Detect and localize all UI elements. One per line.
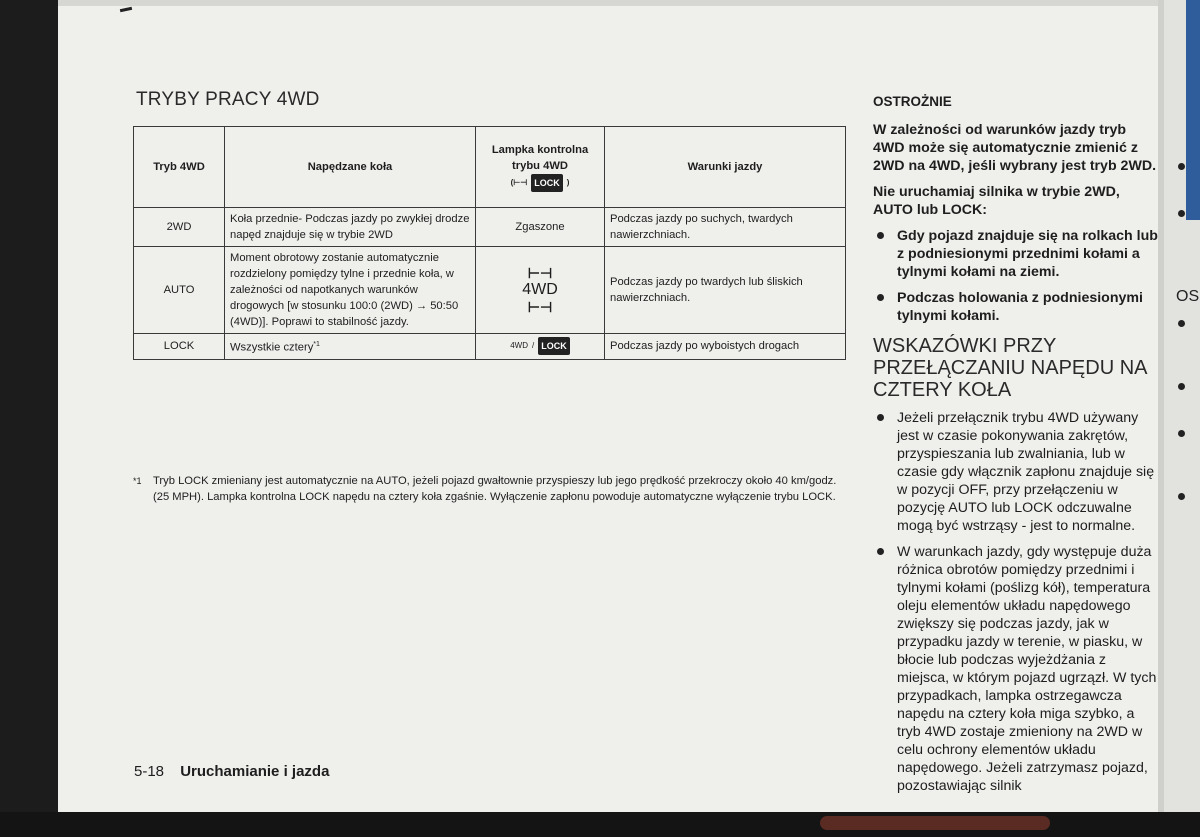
header-mode: Tryb 4WD: [134, 127, 225, 208]
row-conditions: Podczas jazdy po suchych, twardych nawierzchniach.: [605, 208, 846, 247]
lock-indicator-icon: LOCK: [531, 174, 563, 192]
caution-bullet: Gdy pojazd znajduje się na rolkach lub z podniesionymi przednimi kołami a tylnymi kołami na ziemi.: [873, 227, 1158, 281]
header-lamp: [476, 127, 605, 208]
footnote: [133, 473, 848, 505]
row-mode: AUTO: [134, 247, 225, 334]
bullet-icon: [1178, 430, 1185, 437]
row-wheels: Koła przednie- Podczas jazdy po zwykłej drodze napęd znajduje się w trybie 2WD: [225, 208, 476, 247]
row-lamp: Zgaszone: [476, 208, 605, 247]
header-lamp-label: Lampka kontrolna trybu 4WD: [491, 144, 589, 172]
caution-bullet: Podczas holowania z podniesionymi tylnymi kołami.: [873, 289, 1158, 325]
bullet-icon: [1178, 210, 1185, 217]
caution-paragraph: W zależności od warunków jazdy tryb 4WD może się automatycznie zmienić z 2WD na 4WD, jeśli wybrany jest tryb 2WD.: [873, 122, 1157, 174]
row-conditions: Podczas jazdy po twardych lub śliskich nawierzchniach.: [605, 247, 846, 334]
shadow-color-patch: [820, 816, 1050, 830]
bottom-shadow: [0, 812, 1200, 837]
header-lamp-icons: (⊢⊣ LOCK ): [511, 174, 570, 192]
4wd-axle-icon: 4WD: [510, 341, 529, 351]
axle-icon: (⊢⊣: [510, 178, 528, 187]
section-name: Uruchamianie i jazda: [180, 763, 330, 780]
table-row: [134, 208, 846, 247]
row-mode: 2WD: [134, 208, 225, 247]
row-wheels-text: Wszystkie cztery: [230, 341, 314, 354]
table-header-row: [134, 127, 846, 208]
row-wheels: Moment obrotowy zostanie automatycznie rozdzielony pomiędzy tylne i przednie koła, w zależności od napotkanych warunków drogowych [w stosunku 100:0 (2WD) → 50:50 (4WD)]. Poprawi to stabilność jazdy.: [225, 247, 476, 334]
table-row: [134, 247, 846, 334]
row-mode: LOCK: [134, 334, 225, 360]
bullet-icon: [1178, 383, 1185, 390]
row-conditions: Podczas jazdy po wyboistych drogach: [605, 334, 846, 360]
section-title: TRYBY PRACY 4WD: [136, 89, 320, 110]
bullet-icon: [1178, 320, 1185, 327]
footnote-text: Tryb LOCK zmieniany jest automatycznie na AUTO, jeżeli pojazd gwałtownie przyspieszy lub jego prędkość przekroczy około 40 km/godz. (25 MPH). Lampka kontrolna LOCK napędu na cztery koła zgaśnie. Wyłączenie zapłonu powoduje automatyczne wyłączenie trybu LOCK.: [153, 475, 837, 503]
footnote-mark: *1: [133, 476, 142, 486]
page-footer: [134, 763, 329, 780]
footnote-ref: *1: [313, 341, 320, 348]
page-top-band: [58, 0, 1158, 6]
page-number: 5-18: [134, 763, 165, 780]
row-lamp: [476, 334, 605, 360]
4wd-axle-icon: ⊢⊣: [527, 265, 553, 281]
bullet-icon: [1178, 493, 1185, 500]
axle-icon: ⊢⊣: [527, 299, 553, 315]
4wd-modes-table: [133, 126, 846, 360]
header-wheels: Napędzane koła: [225, 127, 476, 208]
lock-indicator-icon: LOCK: [538, 337, 570, 355]
table-row: [134, 334, 846, 360]
lock-lamp-icons: 4WD / LOCK: [510, 337, 570, 355]
blue-edge-strip: [1186, 0, 1200, 220]
bullet-icon: [1178, 163, 1185, 170]
header-conditions: Warunki jazdy: [605, 127, 846, 208]
caution-heading: OSTROŻNIE: [873, 94, 952, 109]
page-edge: [1158, 0, 1164, 812]
tips-bullet: W warunkach jazdy, gdy występuje duża różnica obrotów pomiędzy przednimi i tylnymi kołami (poślizg kół), temperatura oleju elementów układu napędowego zwiększy się podczas jazdy, jak w przypadku jazdy w terenie, w piasku, w błocie lub podczas wyjeżdżania z miejsca, w którym pojazd ugrzązł. W tych przypadkach, lampka ostrzegawcza napędu na cztery koła miga szybko, a tryb 4WD zostaje zmieniony na 2WD w celu ochrony elementów układu napędowego. Jeżeli zatrzymasz pojazd, pozostawiając silnik: [873, 543, 1158, 795]
caution-paragraph: Nie uruchamiaj silnika w trybie 2WD, AUTO lub LOCK:: [873, 184, 1120, 218]
4wd-lamp-label: 4WD: [522, 281, 558, 298]
adjacent-page: [1158, 0, 1200, 812]
tips-bullet: Jeżeli przełącznik trybu 4WD używany jest w czasie pokonywania zakrętów, przyspieszania lub zwalniania, lub w czasie gdy włącznik zapłonu znajduje się w pozycji OFF, przy przełączeniu w pozycję AUTO lub LOCK odczuwalne mogą być wstrząsy - jest to normalne.: [873, 409, 1158, 535]
tips-heading: WSKAZÓWKI PRZY PRZEŁĄCZANIU NAPĘDU NA CZTERY KOŁA: [873, 335, 1147, 401]
right-column: [873, 93, 1158, 803]
row-lamp: [476, 247, 605, 334]
row-wheels: [225, 334, 476, 360]
adjacent-heading: OS: [1176, 288, 1200, 305]
